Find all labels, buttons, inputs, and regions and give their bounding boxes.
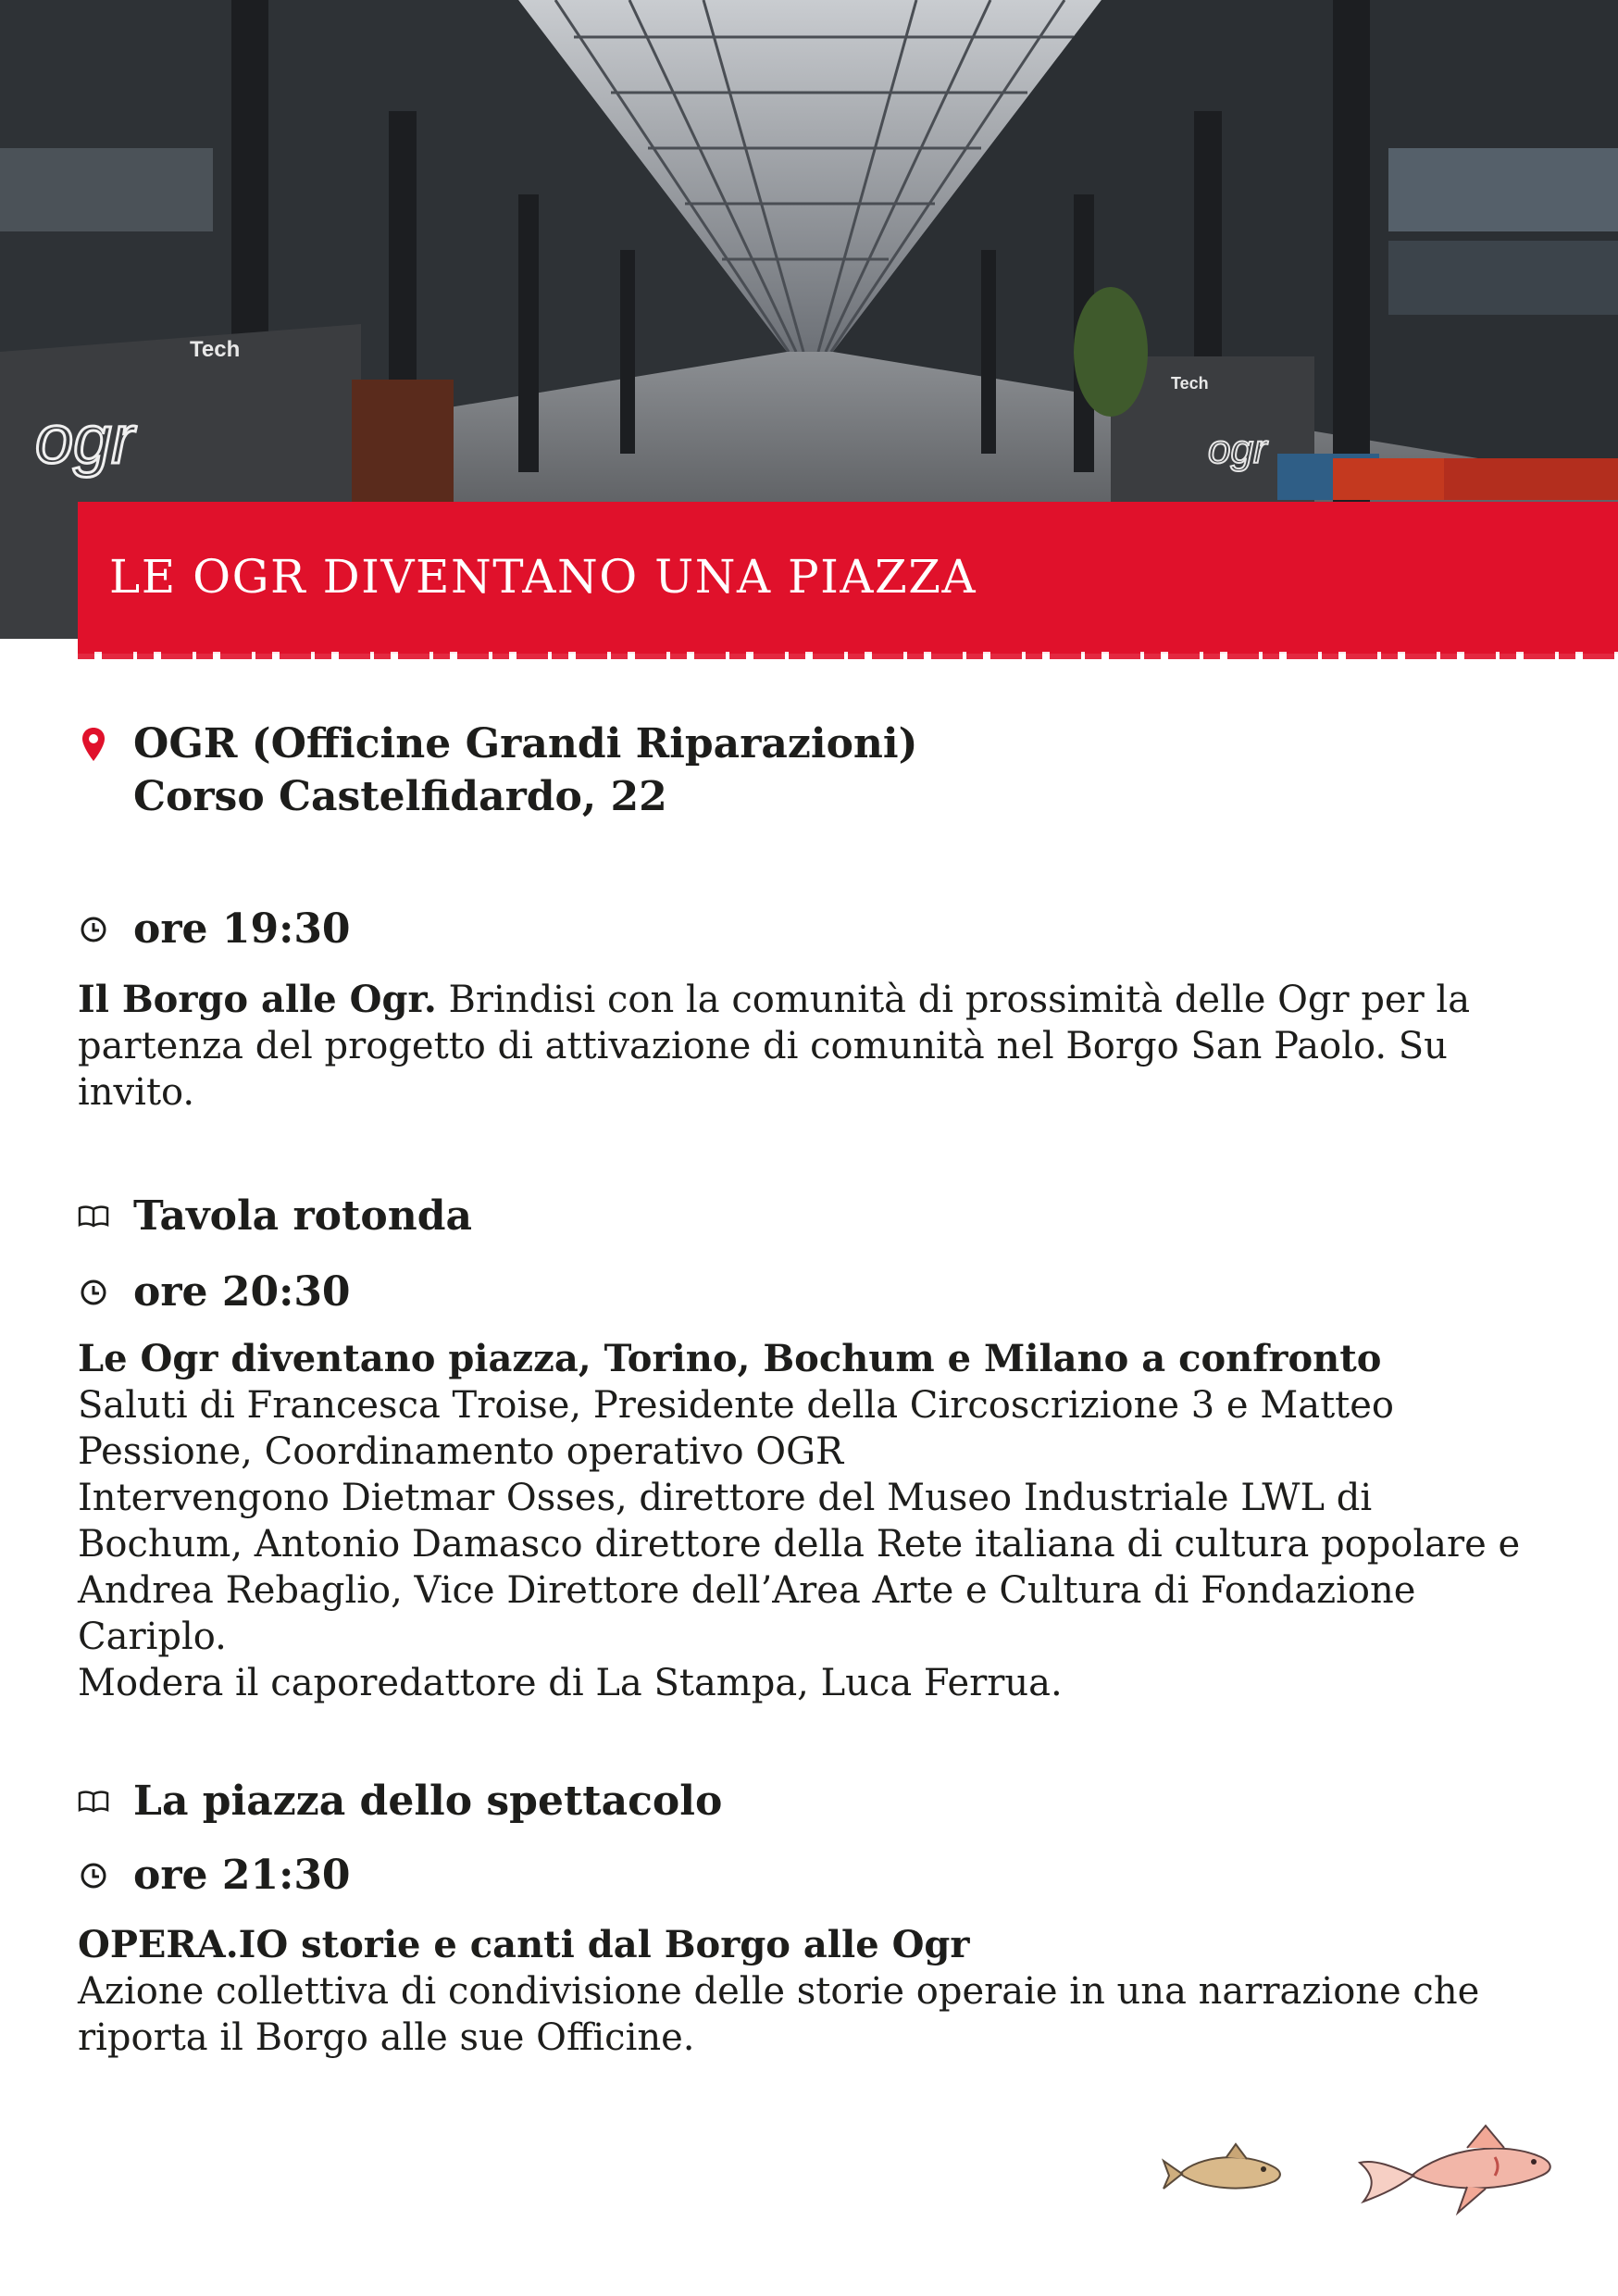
page-title: LE OGR DIVENTANO UNA PIAZZA: [109, 550, 977, 604]
section-tavola-rotonda: [78, 1192, 472, 1240]
title-banner: [78, 502, 1618, 654]
event-text: Intervengono Dietmar Osses, direttore del Museo Industriale LWL di: [78, 1477, 1373, 1519]
section-heading: La piazza dello spettacolo: [133, 1778, 723, 1825]
event-2030-description: [78, 1336, 1520, 1706]
book-icon: [78, 1201, 109, 1232]
event-text: Modera il caporedattore di La Stampa, Luca Ferrua.: [78, 1662, 1063, 1704]
event-title: Il Borgo alle Ogr.: [78, 978, 437, 1021]
small-fish-illustration: [1162, 2139, 1301, 2203]
large-fish-illustration: [1356, 2120, 1564, 2222]
event-time: ore 21:30: [133, 1852, 351, 1899]
event-2130-description: [78, 1922, 1479, 2061]
event-2030: [78, 1268, 351, 1316]
clock-icon: [78, 1277, 109, 1308]
hero-sign-right: Tech: [1171, 374, 1209, 393]
section-heading: Tavola rotonda: [133, 1192, 472, 1240]
hero-sign-left: Tech: [190, 337, 241, 362]
event-time: ore 20:30: [133, 1268, 351, 1316]
map-pin-icon: [78, 729, 109, 760]
location-address: Corso Castelfidardo, 22: [133, 773, 667, 820]
clock-icon: [78, 1860, 109, 1891]
event-text: Cariplo.: [78, 1616, 227, 1658]
hero-logo-left: ogr: [35, 401, 134, 478]
event-2130: [78, 1852, 351, 1899]
event-text: invito.: [78, 1071, 195, 1114]
event-text: Azione collettiva di condivisione delle storie operaie in una narrazione che: [78, 1970, 1480, 2013]
event-1930: [78, 905, 351, 953]
event-title: Le Ogr diventano piazza, Torino, Bochum e Milano a confronto: [78, 1337, 1382, 1380]
location-name: OGR (Officine Grandi Riparazioni): [133, 720, 918, 767]
event-time: ore 19:30: [133, 905, 351, 953]
event-text: Saluti di Francesca Troise, Presidente della Circoscrizione 3 e Matteo: [78, 1384, 1395, 1427]
event-text: partenza del progetto di attivazione di comunità nel Borgo San Paolo. Su: [78, 1025, 1448, 1067]
event-text: Andrea Rebaglio, Vice Direttore dell’Area Arte e Cultura di Fondazione: [78, 1569, 1416, 1612]
hero-logo-right: ogr: [1208, 427, 1267, 472]
location-block: [78, 720, 917, 820]
book-icon: [78, 1786, 109, 1817]
event-1930-description: [78, 977, 1470, 1116]
event-text: riporta il Borgo alle sue Officine.: [78, 2016, 695, 2059]
event-text: Bochum, Antonio Damasco direttore della Rete italiana di cultura popolare e: [78, 1523, 1521, 1566]
section-piazza-spettacolo: [78, 1778, 722, 1825]
clock-icon: [78, 914, 109, 945]
event-text: Brindisi con la comunità di prossimità delle Ogr per la: [436, 979, 1471, 1021]
event-text: Pessione, Coordinamento operativo OGR: [78, 1430, 844, 1473]
event-title: OPERA.IO storie e canti dal Borgo alle Ogr: [78, 1923, 970, 1966]
